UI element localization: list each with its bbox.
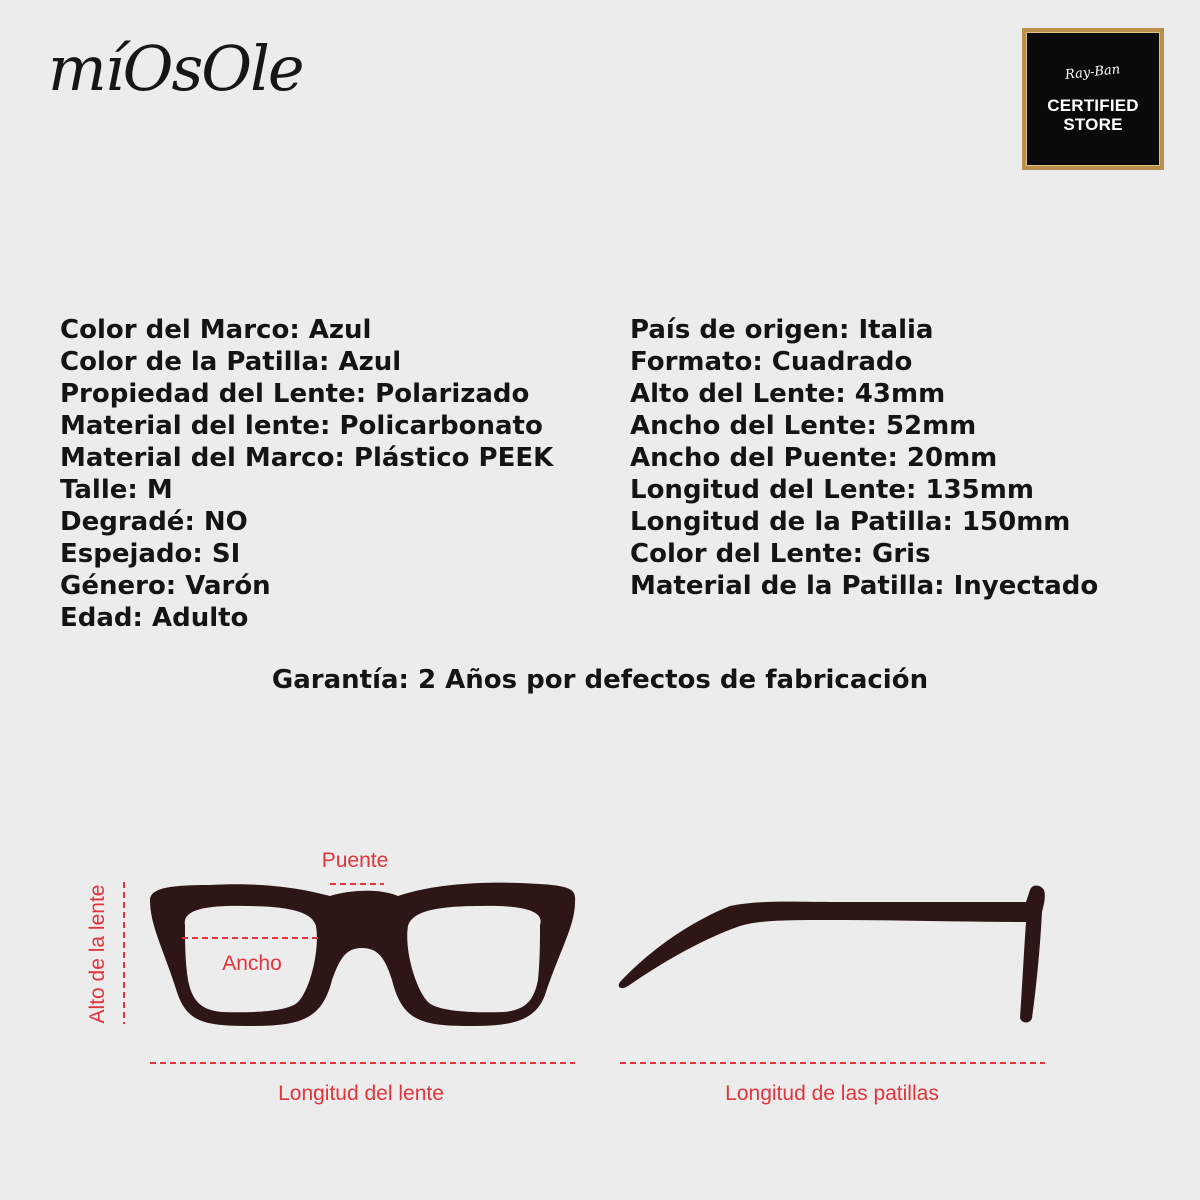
warranty-text: Garantía: 2 Años por defectos de fabricación [271, 665, 929, 695]
spec-item: Material de la Patilla: Inyectado [630, 571, 1099, 601]
spec-item: Material del lente: Policarbonato [60, 411, 543, 441]
brand-logo: míOsOle [48, 32, 303, 105]
label-width: Ancho [222, 952, 282, 975]
spec-item: Longitud de la Patilla: 150mm [630, 507, 1071, 537]
spec-item: Género: Varón [60, 571, 271, 601]
badge-text [1047, 96, 1139, 134]
spec-item: Talle: M [60, 475, 173, 505]
spec-item: Color del Lente: Gris [630, 539, 931, 569]
spec-item: Color del Marco: Azul [60, 315, 372, 345]
spec-item: Ancho del Lente: 52mm [630, 411, 977, 441]
badge-line-2: STORE [1063, 114, 1123, 134]
spec-item: Espejado: SI [60, 539, 241, 569]
spec-item: Color de la Patilla: Azul [60, 347, 402, 377]
label-bridge: Puente [321, 849, 389, 872]
glasses-measurement-diagram [0, 830, 1200, 1130]
glasses-front-frame [150, 883, 575, 1026]
spec-item: País de origen: Italia [630, 315, 934, 345]
badge-line-1: CERTIFIED [1047, 95, 1139, 115]
badge-brand-script: Ray-Ban [1064, 61, 1122, 83]
spec-item: Alto del Lente: 43mm [630, 379, 946, 409]
certified-store-badge [1022, 28, 1164, 170]
specs-right-column [630, 314, 1098, 602]
label-lens-length: Longitud del lente [278, 1082, 444, 1105]
spec-item: Ancho del Puente: 20mm [630, 443, 998, 473]
spec-item: Degradé: NO [60, 507, 248, 537]
spec-item: Propiedad del Lente: Polarizado [60, 379, 530, 409]
spec-item: Material del Marco: Plástico PEEK [60, 443, 554, 473]
specs-left-column [60, 314, 553, 634]
spec-item: Formato: Cuadrado [630, 347, 913, 377]
label-height: Alto de la lente [86, 884, 109, 1024]
glasses-side-temple [619, 886, 1045, 1023]
spec-item: Edad: Adulto [60, 603, 249, 633]
label-temple-length: Longitud de las patillas [725, 1082, 939, 1105]
spec-item: Longitud del Lente: 135mm [630, 475, 1034, 505]
